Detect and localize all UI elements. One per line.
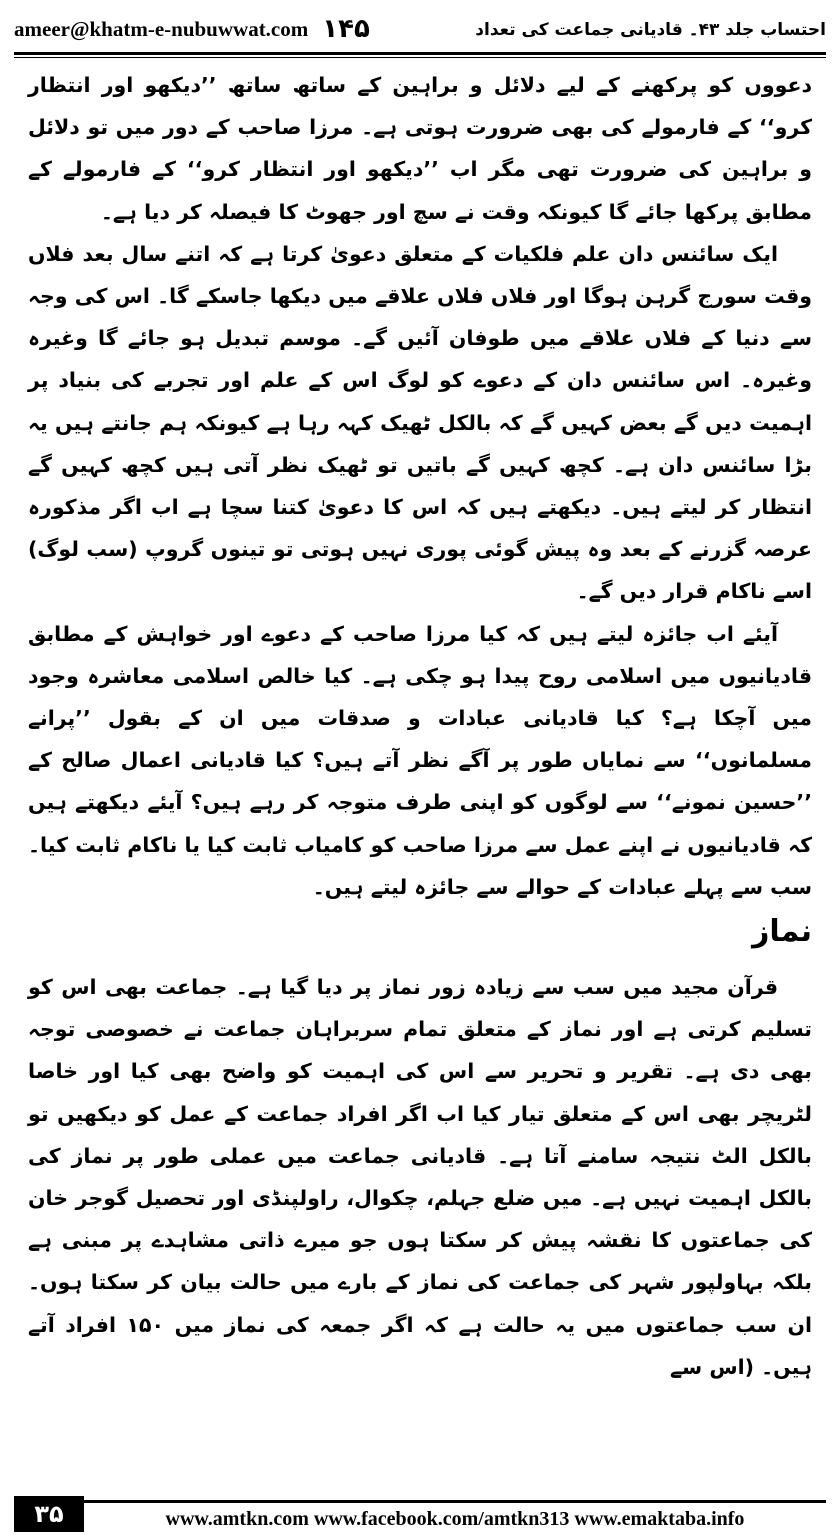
header-book-title: احتساب جلد ۴۳۔ قادیانی جماعت کی تعداد bbox=[475, 19, 826, 40]
page-header bbox=[14, 12, 826, 46]
footer-rule bbox=[84, 1500, 826, 1503]
footer-links-block bbox=[84, 1496, 826, 1532]
footer-page-number: ۳۵ bbox=[14, 1496, 84, 1532]
page-footer bbox=[14, 1496, 826, 1532]
header-email: ameer@khatm-e-nubuwwat.com bbox=[14, 16, 309, 41]
page-body bbox=[28, 64, 812, 1388]
paragraph-3: آیئے اب جائزہ لیتے ہیں کہ کیا مرزا صاحب کے دعوے اور خواہش کے مطابق قادیانیوں میں اسلامی روح پیدا ہو چکی ہے۔ کیا خالص اسلامی معاشرہ وجود میں آچکا ہے؟ کیا قادیانی عبادات و صدقات میں ان کے بقول ’’پرانے مسلمانوں‘‘ سے نمایاں طور پر آگے نظر آتے ہیں؟ کیا قادیانی اعمال صالح کے ’’حسین نمونے‘‘ سے لوگوں کو اپنی طرف متوجہ کر رہے ہیں؟ آیئے دیکھتے ہیں کہ قادیانیوں نے اپنے عمل سے مرزا صاحب کو کامیاب ثابت کیا یا ناکام ثابت کیا۔ سب سے پہلے عبادات کے حوالے سے جائزہ لیتے ہیں۔ bbox=[28, 621, 812, 899]
header-page-number: ۱۴۵ bbox=[322, 14, 370, 44]
paragraph-1: دعووں کو پرکھنے کے لیے دلائل و براہین کے ساتھ ساتھ ’’دیکھو اور انتظار کرو‘‘ کے فارمولے کی بھی ضرورت ہوتی ہے۔ مرزا صاحب کے دور میں تو دلائل و براہین کی ضرورت تھی مگر اب ’’دیکھو اور انتظار کرو‘‘ کے فارمولے کے مطابق پرکھا جائے گا کیونکہ وقت نے سچ اور جھوٹ کا فیصلہ کر دیا ہے۔ bbox=[28, 73, 812, 224]
section-paragraph: قرآن مجید میں سب سے زیادہ زور نماز پر دیا گیا ہے۔ جماعت بھی اس کو تسلیم کرتی ہے اور نماز کے متعلق تمام سربراہان جماعت نے خصوصی توجہ بھی دی ہے۔ تقریر و تحریر سے اس کی اہمیت کو واضح بھی کیا اور خاصا لٹریچر بھی اس کے متعلق تیار کیا اب اگر افراد جماعت کے عمل کو دیکھیں تو بالکل الٹ نتیجہ سامنے آتا ہے۔ قادیانی جماعت میں عملی طور پر نماز کی بالکل اہمیت نہیں ہے۔ میں ضلع جہلم، چکوال، راولپنڈی اور تحصیل گوجر خان کی جماعتوں کا نقشہ پیش کر سکتا ہوں جو میرے ذاتی مشاہدے پر مبنی ہے بلکہ بہاولپور شہر کی جماعت کی نماز کے بارے میں حالت بیان کر سکتا ہوں۔ ان سب جماعتوں میں یہ حالت ہے کہ اگر جمعہ کی نماز میں ۱۵۰ افراد آتے ہیں۔ (اس سے bbox=[28, 975, 812, 1379]
header-rule-thin bbox=[14, 57, 826, 58]
footer-links[interactable]: www.amtkn.com www.facebook.com/amtkn313 www.emaktaba.info bbox=[165, 1508, 745, 1530]
header-left bbox=[14, 14, 370, 44]
header-rule bbox=[14, 52, 826, 55]
section-heading: نماز bbox=[752, 914, 812, 950]
paragraph-2: ایک سائنس دان علم فلکیات کے متعلق دعویٰ کرتا ہے کہ اتنے سال بعد فلاں وقت سورج گرہن ہوگا اور فلاں فلاں علاقے میں دیکھا جاسکے گا۔ اس کی وجہ سے دنیا کے فلاں علاقے میں طوفان آئیں گے۔ موسم تبدیل ہو جائے گا وغیرہ وغیرہ۔ اس سائنس دان کے دعوے کو لوگ اس کے علم اور تجربے کی بنیاد پر اہمیت دیں گے بعض کہیں گے کہ بالکل ٹھیک کہہ رہا ہے کیونکہ ہم جانتے ہیں یہ بڑا سائنس دان ہے۔ کچھ کہیں گے باتیں تو ٹھیک نظر آتی ہیں کچھ کہیں گے انتظار کر لیتے ہیں۔ دیکھتے ہیں کہ اس کا دعویٰ کتنا سچا ہے اب اگر مذکورہ عرصہ گزرنے کے بعد وہ پیش گوئی پوری نہیں ہوتی تو تینوں گروپ (سب لوگ) اسے ناکام قرار دیں گے۔ bbox=[28, 241, 812, 604]
